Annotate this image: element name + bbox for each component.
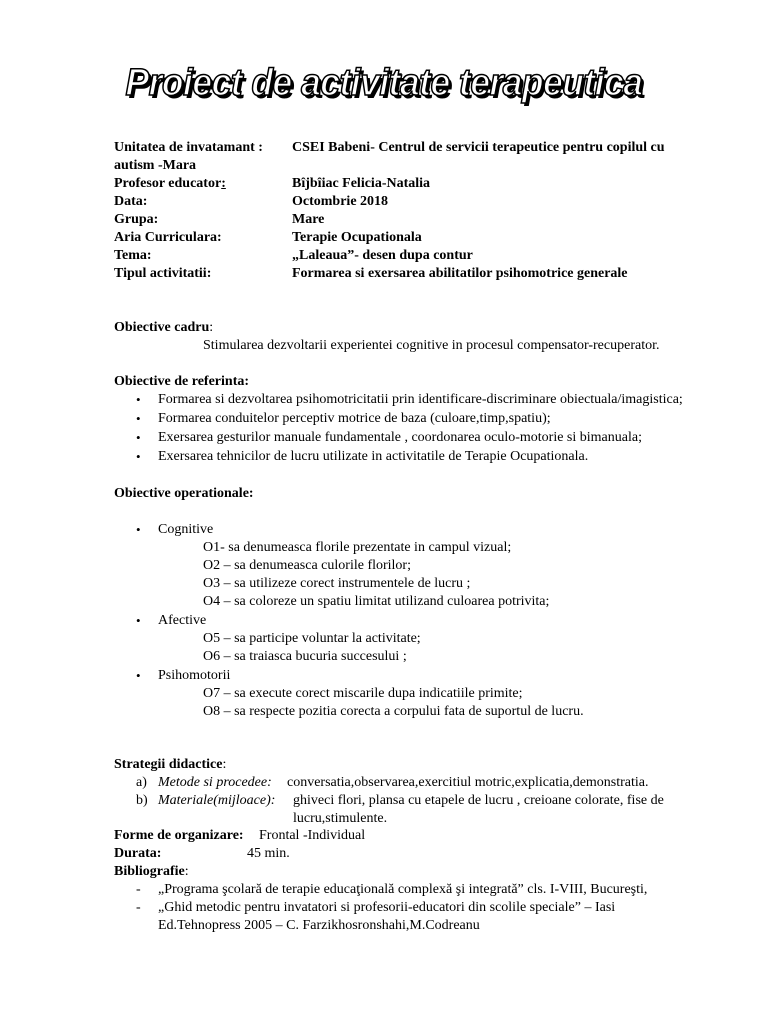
- referinta-item: Formarea si dezvoltarea psihomotricitatii prin identificare-discriminare obiectuala/imagistica;: [158, 392, 683, 407]
- page-title: Proiect de activitate terapeutica: [125, 62, 643, 104]
- forme-label: Forme de organizare:: [114, 828, 244, 843]
- metode-label: Metode si procedee:: [158, 775, 272, 790]
- operational-item: O8 – sa respecte pozitia corecta a corpului fata de suportul de lucru.: [203, 704, 584, 719]
- tipul-value: Formarea si exersarea abilitatilor psihomotrice generale: [292, 266, 628, 281]
- profesor-value: Bîjbîiac Felicia-Natalia: [292, 176, 431, 191]
- bullet-icon: •: [136, 668, 141, 683]
- operational-item: O2 – sa denumeasca culorile florilor;: [203, 558, 411, 573]
- strategii-a-marker: a): [136, 775, 147, 790]
- referinta-item: Formarea conduitelor perceptiv motrice de baza (culoare,timp,spatiu);: [158, 411, 551, 426]
- dash-icon: -: [136, 882, 141, 897]
- referinta-item: Exersarea gesturilor manuale fundamentale , coordonarea oculo-motorie si bimanuala;: [158, 430, 642, 445]
- bullet-icon: •: [136, 392, 141, 407]
- profesor-label-text: Profesor educator: [114, 176, 222, 191]
- obiective-operationale-label: Obiective operationale:: [114, 486, 254, 501]
- operational-group-name: Psihomotorii: [158, 668, 231, 683]
- operational-item: O3 – sa utilizeze corect instrumentele de lucru ;: [203, 576, 471, 591]
- obiective-referinta-label: Obiective de referinta:: [114, 374, 250, 389]
- operational-item: O4 – sa coloreze un spatiu limitat utilizand culoarea potrivita;: [203, 594, 550, 609]
- tema-value: „Laleaua”- desen dupa contur: [292, 248, 473, 263]
- durata-value: 45 min.: [247, 846, 290, 861]
- materiale-value-cont: lucru,stimulente.: [293, 811, 388, 826]
- operational-item: O6 – sa traiasca bucuria succesului ;: [203, 649, 407, 664]
- obiective-cadru-text: Stimularea dezvoltarii experientei cognitive in procesul compensator-recuperator.: [203, 338, 660, 353]
- bullet-icon: •: [136, 613, 141, 628]
- operational-item: O1- sa denumeasca florile prezentate in campul vizual;: [203, 540, 512, 555]
- bullet-icon: •: [136, 449, 141, 464]
- operational-group-name: Cognitive: [158, 522, 214, 537]
- bibliografie-label: Bibliografie: [114, 864, 185, 879]
- data-label: Data:: [114, 194, 148, 209]
- bibliografie-item-cont: Ed.Tehnopress 2005 – C. Farzikhosronshahi,M.Codreanu: [158, 918, 480, 933]
- grupa-value: Mare: [292, 212, 325, 227]
- operational-item: O7 – sa execute corect miscarile dupa indicatiile primite;: [203, 686, 523, 701]
- durata-label: Durata:: [114, 846, 162, 861]
- unitatea-value: CSEI Babeni- Centrul de servicii terapeutice pentru copilul cu: [292, 140, 665, 155]
- dash-icon: -: [136, 900, 141, 915]
- operational-item: O5 – sa participe voluntar la activitate;: [203, 631, 421, 646]
- data-value: Octombrie 2018: [292, 194, 389, 209]
- unitatea-label: Unitatea de invatamant :: [114, 140, 263, 155]
- bullet-icon: •: [136, 411, 141, 426]
- profesor-label: [114, 175, 281, 193]
- operational-group-name: Afective: [158, 613, 207, 628]
- bibliografie-item: „Programa şcolară de terapie educaţională complexă şi integrată” cls. I-VIII, Bucureşti,: [158, 882, 648, 897]
- strategii-b-marker: b): [136, 793, 148, 808]
- referinta-item: Exersarea tehnicilor de lucru utilizate in activitatile de Terapie Ocupationala.: [158, 449, 589, 464]
- tema-label: Tema:: [114, 248, 152, 263]
- obiective-cadru-colon: :: [209, 320, 214, 335]
- bibliografie-heading: [114, 863, 189, 881]
- materiale-value: ghiveci flori, plansa cu etapele de lucru , creioane colorate, fise de: [293, 793, 664, 808]
- strategii-heading: [114, 756, 226, 774]
- bibliografie-colon: :: [184, 864, 189, 879]
- obiective-cadru-label: Obiective cadru: [114, 320, 210, 335]
- tipul-label: Tipul activitatii:: [114, 266, 212, 281]
- metode-value: conversatia,observarea,exercitiul motric,explicatia,demonstratia.: [287, 775, 649, 790]
- strategii-colon: :: [222, 757, 227, 772]
- bullet-icon: •: [136, 522, 141, 537]
- aria-value: Terapie Ocupationala: [292, 230, 422, 245]
- bullet-icon: •: [136, 430, 141, 445]
- unitatea-value-cont: autism -Mara: [114, 158, 197, 173]
- strategii-label: Strategii didactice: [114, 757, 223, 772]
- grupa-label: Grupa:: [114, 212, 159, 227]
- materiale-label: Materiale(mijloace):: [158, 793, 276, 808]
- forme-value: Frontal -Individual: [259, 828, 366, 843]
- aria-label: Aria Curriculara:: [114, 230, 222, 245]
- obiective-cadru-heading: [114, 319, 213, 337]
- bibliografie-item: „Ghid metodic pentru invatatori si profesorii-educatori din scolile speciale” – Iasi: [158, 900, 616, 915]
- profesor-colon: :: [221, 176, 226, 191]
